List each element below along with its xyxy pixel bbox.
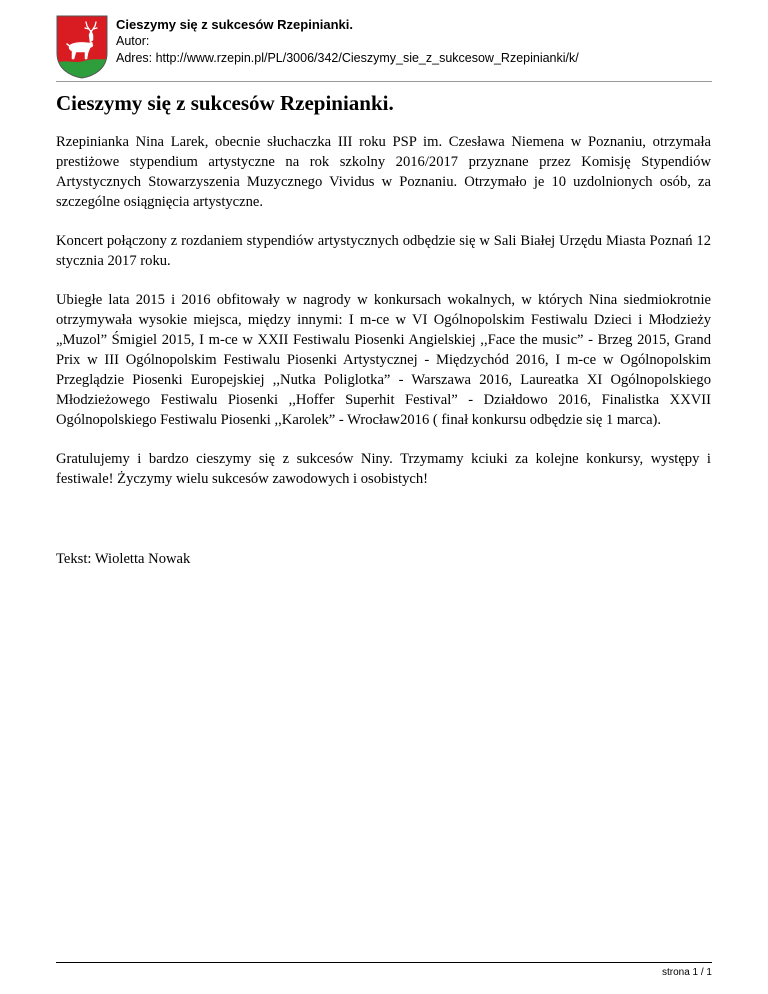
- article-body: [56, 88, 711, 569]
- article-signature: Tekst: Wioletta Nowak: [56, 551, 191, 567]
- header-title: Cieszymy się z sukcesów Rzepinianki.: [116, 17, 353, 32]
- header-divider: [56, 81, 712, 82]
- header-text: [116, 16, 579, 67]
- article-paragraph-4: Gratulujemy i bardzo cieszymy się z sukcesów Niny. Trzymamy kciuki za kolejne konkursy, występy i festiwale! Życzymy wielu sukcesów zawodowych i osobistych!: [56, 451, 711, 487]
- header-address: Adres: http://www.rzepin.pl/PL/3006/342/Cieszymy_sie_z_sukcesow_Rzepinianki/k/: [116, 51, 579, 65]
- page-number: strona 1 / 1: [661, 967, 712, 978]
- coat-of-arms-deer-icon: [56, 15, 108, 79]
- header-author: Autor:: [116, 34, 150, 48]
- article-paragraph-2: Koncert połączony z rozdaniem stypendiów artystycznych odbędzie się w Sali Białej Urzędu Miasta Poznań 12 stycznia 2017 roku.: [56, 233, 711, 269]
- article-paragraph-3: Ubiegłe lata 2015 i 2016 obfitowały w nagrody w konkursach wokalnych, w których Nina siedmiokrotnie otrzymywała wysokie miejsca, między innymi: I m-ce w VI Ogólnopolskim Festiwalu Dzieci i Młodzieży „Muzol” Śmigiel 2015, I m-ce w XXII Festiwalu Piosenki Angielskiej ,,Face the music” - Brzeg 2015, Grand Prix w III Ogólnopolskim Festiwalu Piosenki Artystycznej - Międzychód 2016, I m-ce w Ogólnopolskim Przeglądzie Piosenki Europejskiej ,,Nutka Poliglotka” - Warszawa 2016, Laureatka XI Ogólnopolskiego Młodzieżowego Festiwalu Piosenki ,,Hoffer Superhit Festival” - Działdowo 2016, Finalistka XXVII Ogólnopolskiego Festiwalu Piosenki ,,Karolek” - Wrocław2016 ( finał konkursu odbędzie się 1 marca).: [56, 292, 711, 428]
- document-header: [56, 10, 712, 80]
- article-paragraph-1: Rzepinianka Nina Larek, obecnie słuchaczka III roku PSP im. Czesława Niemena w Poznaniu, otrzymała prestiżowe stypendium artystyczne na rok szkolny 2016/2017 przyznane przez Komisję Stypendiów Artystycznych Stowarzyszenia Muzycznego Vividus w Poznaniu. Otrzymało je 10 uzdolnionych osób, za szczególne osiągnięcia artystyczne.: [56, 134, 711, 210]
- footer-divider: [56, 962, 712, 963]
- article-title: Cieszymy się z sukcesów Rzepinianki.: [56, 91, 394, 115]
